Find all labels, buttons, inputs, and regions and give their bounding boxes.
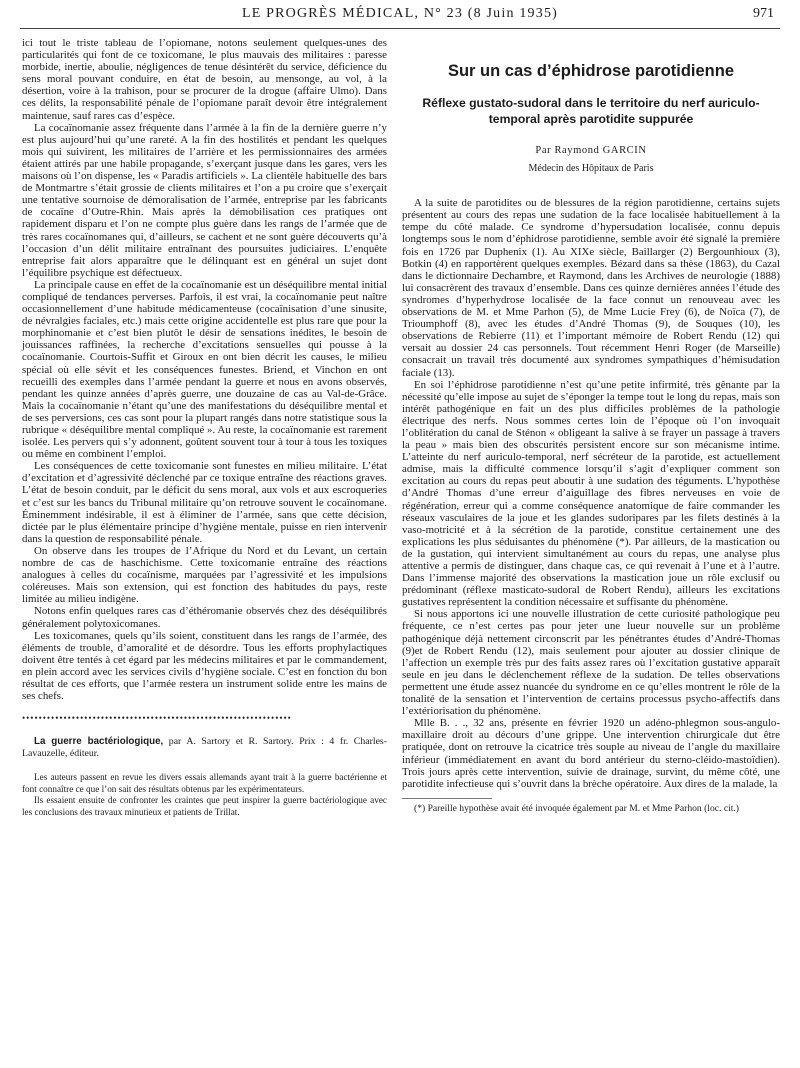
paragraph: Les toxicomanes, quels qu’ils soient, constituent dans les rangs de l’armée, des éléments de trouble, d’amoralité et de désordre. Tous les efforts prophylactiques doivent être tentés à cet égard par les médecins militaires et par le commandement, en plein accord avec les services civils d’hygiène sociale. C’est en fonction du bon résultat de ces efforts, que l’armée restera un instrument solide entre les mains de ses chefs. bbox=[22, 629, 387, 703]
article-title: Sur un cas d’éphidrose parotidienne bbox=[447, 62, 735, 80]
paragraph: En soi l’éphidrose parotidienne n’est qu’une petite infirmité, très gênante par la nécessité qu’elle impose au sujet de s’éponger la tempe tout le long du repas, mais son intérêt pathogénique en fait un des plus difficiles problèmes de la pathologie électrique des nerfs. Nous sommes certes loin de l’époque où l’on invoquait l’oblitération du canal de Sténon « obligeant la salive à se frayer un passage à travers la peau » mais bien des obscurités persistent encore sur son mécanisme intime. L’atteinte du nerf auriculo-temporal, nerf sécréteur de la parotide, est actuellement admise, mais la difficulté commence lorsqu’il s’agit d’expliquer comment son excitation au cours du repas peut aboutir à une sudation des téguments. L’hypothèse d’André Thomas d’une erreur d’aiguillage des fibres nerveuses en voie de régénération, erreur qui a comme conséquence anatomique de faire commander les réseaux vasculaires de la joue et les glandes sudoripares par les filets destinés à la vaso-motricité et à la sécrétion de la parotide, constitue certainement une des explications les plus séduisantes du phénomène (*). Par ailleurs, de la mastication ou de la gustation, qui intervient simultanément au cours du repas, une analyse plus attentive a permis de distinguer, dans chaque cas, ce qui revenait à l’une et à l’autre. Dans l’immense majorité des observations la mastication joue un rôle exclusif ou prédominant (réflexe masticato-sudoral de Robert Rendu), ailleurs les excitations gustatives représentent la condition nécessaire et suffisante du phénomène. bbox=[402, 378, 780, 609]
book-citation: par A. Sartory et R. Sartory. Prix : 4 fr. Charles-Lavauzelle, éditeur. bbox=[22, 736, 387, 760]
article-subtitle: Réflexe gustato-sudoral dans le territoire du nerf auriculo-temporal après parotidite suppurée bbox=[422, 96, 760, 126]
left-column bbox=[22, 37, 387, 819]
dotted-separator: ••••••••••••••••••••••••••••••••••••••••••••••••••••••••••••••••• bbox=[22, 713, 292, 724]
paragraph: Les auteurs passent en revue les divers essais allemands ayant trait à la guerre bactérienne et font connaître ce que l’on sait des résultats obtenus par les expérimentateurs. bbox=[22, 772, 387, 794]
author-affiliation: Médecin des Hôpitaux de Paris bbox=[528, 163, 654, 175]
paragraph: Mlle B. . ., 32 ans, présente en février 1920 un adéno-phlegmon sous-angulo-maxillaire droit au décours d’une grippe. Une intervention chirurgicale dut être pratiquée, dont on retrouve la cicatrice très souple au niveau de l’angle du maxillaire inférieur (immédiatement en avant du bord antérieur du sterno-cléido-mastoïdien). Trois jours après cette intervention, suivie de drainage, survint, du même côté, une parotidite infectieuse qui s’ouvrit dans la brèche opératoire. Aux dires de la malade, la bbox=[402, 717, 780, 790]
paragraph: La principale cause en effet de la cocaïnomanie est un déséquilibre mental initial compliqué de tendances perverses. Parfois, il est vrai, la cocaïnomanie peut naître occasionnellement d’une habitude médicamenteuse (cocaïnisation d’une sinusite, de névralgies faciales, etc.) mais cette origine accidentelle est plus rare que pour la morphinomanie et c’est bien plutôt le désir de sensations inédites, le besoin de jouissances raffinées, la recherche d’excitations sensuelles qui pousse à la cocaïnomanie. Courtois-Suffit et Giroux en ont bien décrit les causes, le milieu spécial où elle sévit et les conséquences funestes. Briend, et Vinchon en ont recueilli des exemples dans l’armée pendant la guerre et nous en avons observés, pendant les quinze années d’après guerre, une douzaine de cas au Val-de-Grâce. Mais la cocaïnomanie n’étant qu’une des manifestations du déséquilibre mental et de ses perversions, ces cas sont pour la plupart rangés dans notre statistique sous la rubrique « déséquilibre mental compliqué ». Au reste, la cocaïnomanie est rarement isolée. Les pervers qui s’y adonnent, goûtent souvent tour à tour à tous les toxiques ou même en combinent l’emploi. bbox=[22, 278, 387, 461]
page-number: 971 bbox=[753, 6, 774, 21]
book-review-heading bbox=[22, 736, 387, 760]
right-column bbox=[402, 37, 780, 814]
header-rule bbox=[20, 28, 780, 29]
author-line: Par Raymond GARCIN bbox=[535, 145, 647, 156]
journal-title: LE PROGRÈS MÉDICAL, N° 23 (8 Juin 1935) bbox=[241, 6, 559, 21]
paragraph: On observe dans les troupes de l’Afrique du Nord et du Levant, un certain nombre de cas de haschichisme. Cette toxicomanie entraîne des réactions analogues à celles du cocaïnisme, marquées par l’agressivité et les impulsions coléreuses. Mais son extension, qui est fonction des habitudes du pays, reste limitée au milieu indigène. bbox=[22, 544, 387, 606]
book-title: La guerre bactériologique, bbox=[34, 736, 164, 748]
paragraph: Ils essaient ensuite de confronter les craintes que peut inspirer la guerre bactériologique avec les conclusions des travaux minutieux et patients de Trillat. bbox=[22, 795, 387, 818]
paragraph: Les conséquences de cette toxicomanie sont funestes en milieu militaire. L’état d’excitation et d’agressivité déclenché par ce toxique entraîne des réactions graves. L’état de besoin conduit, par le déficit du sens moral, aux vols et aux escroqueries et c’est sur les bancs du Tribunal militaire qu’on retrouve souvent le cocaïnomane. Éminemment indésirable, il est à éliminer de l’armée, sans que cette décision, dictée par le plus élémentaire principe d’hygiène mentale, puisse en rien intervenir dans la question de responsabilité pénale. bbox=[22, 460, 387, 545]
book-review-description bbox=[22, 772, 387, 818]
footnote: (*) Pareille hypothèse avait été invoquée également par M. et Mme Parhon (loc. cit.) bbox=[414, 802, 740, 814]
footnote-rule bbox=[402, 798, 492, 799]
paragraph: La cocaïnomanie assez fréquente dans l’armée à la fin de la dernière guerre n’y est plus aujourd’hui qu’une rareté. A la fin des hostilités et pendant les quelques mois qui suivirent, les militaires de l’arrière et les permissionnaires des armées étaient attirés par une habile propagande, s’exerçant jusque dans les gares, vers les maisons où l’on dispense, les « Paradis artificiels ». La clientèle habituelle des bars de Montmartre s’était grossie de clients militaires et l’on a pu croire que s’exerçait une tentative sournoise de démoralisation de l’armée, entreprise par les fabricants de cocaïne d’Outre-Rhin. Mais après la démobilisation ces pratiques ont rapidement disparu et l’on ne compte plus guère dans les rangs de l’armée que de très rares cocaïnomanes qui, d’ailleurs, se cachent et ne sont guère découverts qu’à l’occasion d’un délit militaire entraînant des poursuites judiciaires. L’enquête entreprise fait alors apparaître que le délinquant est en général un sujet dont l’équilibre psychique est défectueux. bbox=[22, 121, 387, 279]
running-header bbox=[20, 6, 780, 28]
paragraph: Si nous apportons ici une nouvelle illustration de cette curiosité pathologique peu fréquente, ce n’est certes pas pour jeter une lueur nouvelle sur un problème pathogénique déjà nettement circonscrit par les pénétrantes études d’André-Thomas (9)et de Robert Rendu (12), mais seulement pour ajouter au dossier clinique de l’affection un exemple très pur des faits assez rares où l’excitation gustative apparaît seule en jeu dans le déclenchement réflexe de la sudation. De telles observations permettent une étude assez nuancée du syndrome en ce qu’elles montrent le rôle de la tonalité de la sensation et l’intervention de certains processus psycho-affectifs dans l’extériorisation du phénomène. bbox=[402, 608, 780, 718]
paragraph: Notons enfin quelques rares cas d’éthéromanie observés chez des déséquilibrés généralement polytoxicomanes. bbox=[22, 605, 387, 630]
paragraph: ici tout le triste tableau de l’opiomane, notons seulement quelques-unes des particularités qui font de ce toxicomane, le plus mauvais des militaires : paresse morbide, inertie, aboulie, négligences de tenue désintérêt du service, déficience du sens moral pouvant conduire, en état de besoin, au mensonge, au vol, à la désertion, voire à la trahison, pour se procurer de la drogue (affaire Ulmo). Dans ces délits, la responsabilité pénale de l’opiomane paraît devoir être intégralement maintenue, sauf rares cas d’espèce. bbox=[22, 37, 387, 122]
paragraph: A la suite de parotidites ou de blessures de la région parotidienne, certains sujets présentent au cours des repas une sudation de la face localisée habituellement à la tempe du côté malade. Ce syndrome d’hypersudation localisée, connu depuis longtemps sous le nom d’éphidrose parotidienne, semble avoir été signalé la première fois en 1726 par Duphenix (1). Au XIXe siècle, Baillarger (2) Bergounhioux (3), Botkin (4) en rapportèrent quelques exemples. Bézard dans sa thèse (1863), du Cazal dans le dictionnaire Dechambre, et Raymond, dans les Archives de neurologie (1888) lui consacrèrent des travaux d’ensemble. Dans ces quinze dernières années l’étude des syndromes d’hyperhydrose localisée de la face connut un renouveau avec les observations de M. et Mme Parhon (5), de Mme Lucie Frey (6), de Noïca (7), de Trioumphoff (8), avec les études d’André Thomas (9), de Souques (10), les observations de Rebierre (11) et l’important mémoire de Robert Rendu (12) qui versait au dossier 24 cas personnels. Tout récemment Henri Roger (de Marseille) consacrait un travail très documenté aux syndromes sympathiques d’hémisudation faciale (13). bbox=[402, 197, 780, 379]
book-review bbox=[22, 736, 387, 818]
